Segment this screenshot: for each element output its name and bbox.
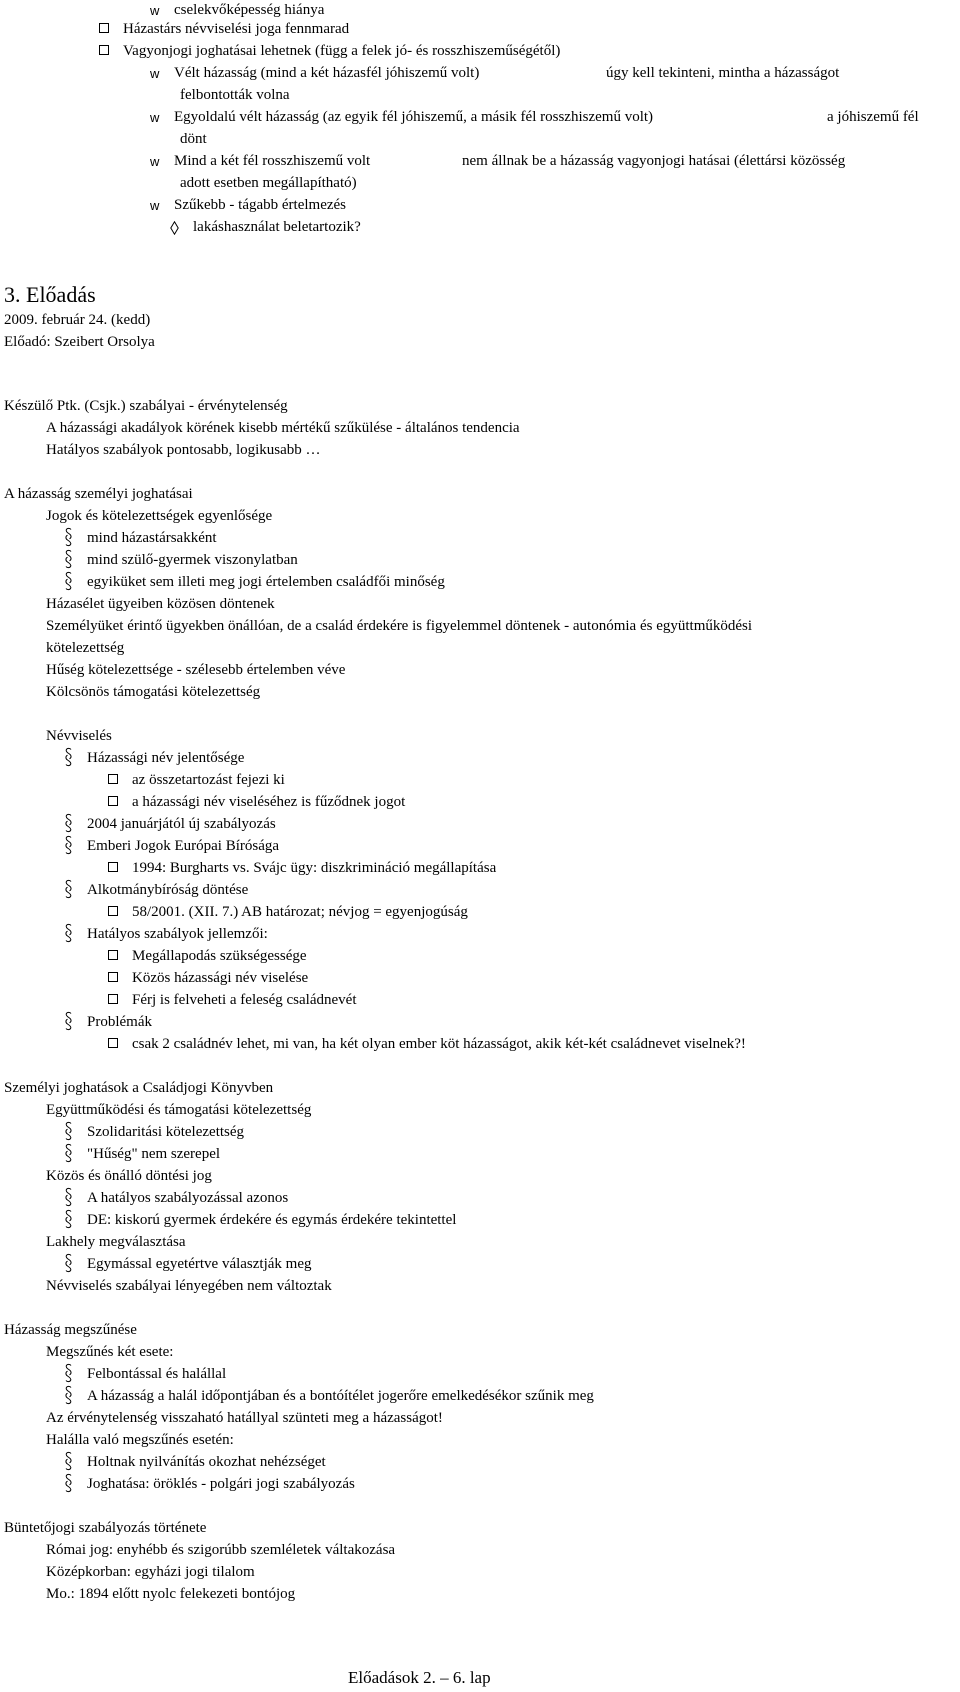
text-line: a jóhiszemű fél [827,109,919,125]
list-item: mind házastársakként [64,528,217,548]
text-line: dönt [180,131,207,147]
section-sign-bullet-icon [64,1363,73,1383]
section-sign-bullet-icon [64,879,73,899]
text-line: kötelezettség [46,640,125,656]
list-item: Felbontással és halállal [64,1364,226,1384]
list-item: 2004 januárjától új szabályozás [64,814,276,834]
list-item: Emberi Jogok Európai Bírósága [64,836,279,856]
diamond-bullet-icon [170,221,179,235]
list-item: lakáshasználat beletartozik? [170,217,361,237]
section-sign-bullet-icon [64,1209,73,1229]
section-heading: Büntetőjogi szabályozás története [4,1520,207,1536]
list-item: Problémák [64,1012,152,1032]
square-bullet-icon [108,774,118,784]
section-sign-bullet-icon [64,1451,73,1471]
lecture-speaker: Előadó: Szeibert Orsolya [4,334,155,350]
section-sign-bullet-icon [64,813,73,833]
text-line: felbontották volna [180,87,290,103]
list-item: Egymással egyetértve választják meg [64,1254,312,1274]
text-line: Hatályos szabályok pontosabb, logikusabb … [46,442,321,458]
text-line: Középkorban: egyházi jogi tilalom [46,1564,255,1580]
list-item: csak 2 családnév lehet, mi van, ha két olyan ember köt házasságot, akik két-két családnevet viselnek?! [108,1034,746,1054]
list-item: DE: kiskorú gyermek érdekére és egymás érdekére tekintettel [64,1210,456,1230]
text-line: nem állnak be a házasság vagyonjogi hatásai (élettársi közösség [462,153,846,169]
section-sign-bullet-icon [64,1187,73,1207]
section-sign-bullet-icon [64,747,73,767]
text-line: Lakhely megválasztása [46,1234,186,1250]
list-item: Alkotmánybíróság döntése [64,880,248,900]
section-sign-bullet-icon [64,835,73,855]
section-sign-bullet-icon [64,923,73,943]
list-item: Házastárs névviselési joga fennmarad [99,19,349,39]
section-sign-bullet-icon [64,1121,73,1141]
text-line: Mo.: 1894 előtt nyolc felekezeti bontójog [46,1586,296,1602]
list-item: w Egyoldalú vélt házasság (az egyik fél jóhiszemű, a másik fél rosszhiszemű volt) [150,107,653,127]
text-line: Római jog: enyhébb és szigorúbb szemléletek váltakozása [46,1542,396,1558]
text-line: Házasélet ügyeiben közösen döntenek [46,596,275,612]
text-line: Hűség kötelezettsége - szélesebb értelemben véve [46,662,346,678]
text-line: Jogok és kötelezettségek egyenlősége [46,508,273,524]
page-footer: Előadások 2. – 6. lap [348,1668,491,1687]
text-line: Megszűnés két esete: [46,1344,174,1360]
list-item: Házassági név jelentősége [64,748,244,768]
section-heading: Személyi joghatások a Családjogi Könyvben [4,1080,274,1096]
list-item: A házasság a halál időpontjában és a bontóítélet jogerőre emelkedésékor szűnik meg [64,1386,594,1406]
list-item: Férj is felveheti a feleség családnevét [108,990,356,1010]
section-heading: A házasság személyi joghatásai [4,486,193,502]
text-line: Együttműködési és támogatási kötelezettség [46,1102,312,1118]
list-item: Megállapodás szükségessége [108,946,307,966]
list-item: w Mind a két fél rosszhiszemű volt [150,151,370,171]
list-item: egyiküket sem illeti meg jogi értelemben családfői minőség [64,572,445,592]
square-bullet-icon [108,862,118,872]
list-item: Holtnak nyilvánítás okozhat nehézséget [64,1452,326,1472]
square-bullet-icon [108,994,118,1004]
square-bullet-icon [99,45,109,55]
section-heading: Házasság megszűnése [4,1322,137,1338]
text-line: adott esetben megállapítható) [180,175,357,191]
w-bullet-icon: w [150,109,160,125]
list-item: az összetartozást fejezi ki [108,770,285,790]
section-sign-bullet-icon [64,571,73,591]
section-sign-bullet-icon [64,1385,73,1405]
section-sign-bullet-icon [64,1143,73,1163]
list-item: Szolidaritási kötelezettség [64,1122,244,1142]
list-item: w Szűkebb - tágabb értelmezés [150,195,346,215]
list-item: mind szülő-gyermek viszonylatban [64,550,298,570]
section-sign-bullet-icon [64,527,73,547]
list-item: Vagyonjogi joghatásai lehetnek (függ a felek jó- és rosszhiszeműségétől) [99,41,560,61]
text-line: úgy kell tekinteni, mintha a házasságot [606,65,840,81]
w-bullet-icon: w [150,2,160,18]
section-heading: Névviselés [46,728,112,744]
list-item: Joghatása: öröklés - polgári jogi szabályozás [64,1474,355,1494]
square-bullet-icon [108,1038,118,1048]
list-item: 1994: Burgharts vs. Svájc ügy: diszkrimináció megállapítása [108,858,496,878]
text-line: Közös és önálló döntési jog [46,1168,212,1184]
w-bullet-icon: w [150,153,160,169]
square-bullet-icon [108,796,118,806]
w-bullet-icon: w [150,197,160,213]
list-item: a házassági név viseléséhez is fűződnek jogot [108,792,405,812]
square-bullet-icon [108,950,118,960]
text-line: Halálla való megszűnés esetén: [46,1432,234,1448]
text-line: Az érvénytelenség visszaható hatállyal szünteti meg a házasságot! [46,1410,443,1426]
list-item: "Hűség" nem szerepel [64,1144,220,1164]
section-sign-bullet-icon [64,1473,73,1493]
list-item: 58/2001. (XII. 7.) AB határozat; névjog = egyenjogúság [108,902,468,922]
list-item: Közös házassági név viselése [108,968,308,988]
list-item: A hatályos szabályozással azonos [64,1188,288,1208]
list-item: Hatályos szabályok jellemzői: [64,924,268,944]
square-bullet-icon [99,23,109,33]
list-item: w Vélt házasság (mind a két házasfél jóhiszemű volt) [150,63,479,83]
section-sign-bullet-icon [64,1011,73,1031]
text-line: Névviselés szabályai lényegében nem változtak [46,1278,332,1294]
text-line: Személyüket érintő ügyekben önállóan, de a család érdekére is figyelemmel döntenek - autonómia és együttműködési [46,618,753,634]
text-line: A házassági akadályok körének kisebb mértékű szűkülése - általános tendencia [46,420,520,436]
list-item: w cselekvőképesség hiánya [150,0,324,20]
text-line: Készülő Ptk. (Csjk.) szabályai - érvénytelenség [4,398,288,414]
lecture-heading: 3. Előadás [4,282,96,307]
section-sign-bullet-icon [64,1253,73,1273]
section-sign-bullet-icon [64,549,73,569]
text-line: Kölcsönös támogatási kötelezettség [46,684,261,700]
square-bullet-icon [108,906,118,916]
lecture-date: 2009. február 24. (kedd) [4,312,151,328]
w-bullet-icon: w [150,65,160,81]
square-bullet-icon [108,972,118,982]
